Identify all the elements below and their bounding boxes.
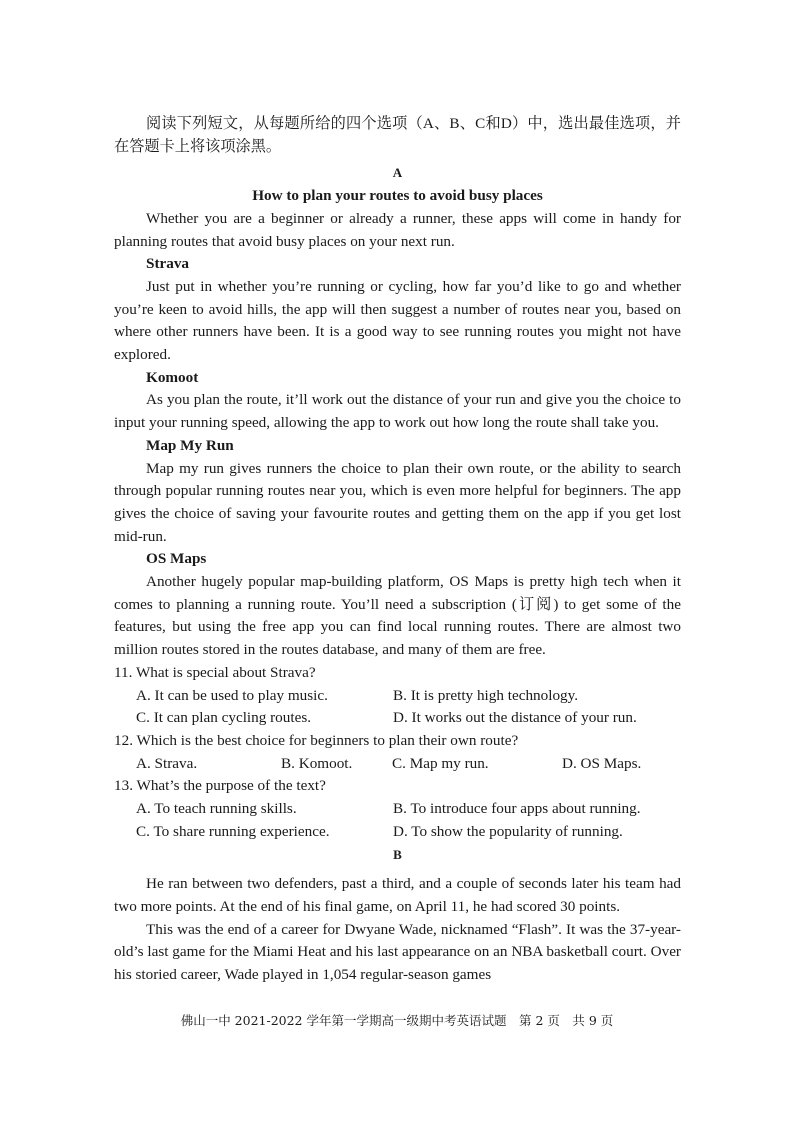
section-a-intro: Whether you are a beginner or already a runner, these apps will come in handy for planning routes that avoid busy places on your next run. (114, 209, 681, 250)
question-11 (114, 662, 681, 730)
option-d: D. To show the popularity of running. (393, 822, 623, 840)
instruction-text: 阅读下列短文，从每题所给的四个选项（A、B、C和D）中，选出最佳选项，并在答题卡上将该项涂黑。 (114, 115, 681, 155)
app-text-strava: Just put in whether you’re running or cycling, how far you’d like to go and whether you’re keen to avoid hills, the app will then suggest a number of routes near you, based on where other runners have been. It is a good way to see running routes you might not have explored. (114, 277, 681, 364)
option-b: B. To introduce four apps about running. (393, 800, 641, 818)
section-b-paragraph: He ran between two defenders, past a third, and a couple of seconds later his team had two more points. At the end of his final game, on April 11, he had scored 30 points. (114, 875, 681, 915)
options-grid (114, 685, 681, 730)
option-d: D. OS Maps. (562, 754, 642, 772)
app-text-komoot: As you plan the route, it’ll work out the distance of your run and give you the choice to input your running speed, allowing the app to work out how long the route shall take you. (114, 391, 681, 432)
options-row (114, 753, 681, 776)
option-c: C. Map my run. (392, 754, 489, 772)
app-title-os-maps: OS Maps (146, 550, 207, 568)
section-b-letter: B (393, 846, 402, 862)
option-c: C. To share running experience. (136, 822, 330, 840)
option-b: B. Komoot. (281, 754, 353, 772)
exam-page (114, 113, 681, 987)
question-13 (114, 775, 681, 843)
option-b: B. It is pretty high technology. (393, 686, 579, 704)
option-d: D. It works out the distance of your run. (393, 709, 637, 727)
section-b-paragraph: This was the end of a career for Dwyane Wade, nicknamed “Flash”. It was the 37-year-old’s last game for the Miami Heat and his last appearance on an NBA basketball court. Over his storied career, Wade played in 1,054 regular-season games (114, 920, 681, 984)
app-title-komoot: Komoot (146, 368, 199, 386)
option-c: C. It can plan cycling routes. (136, 709, 312, 727)
option-a: A. Strava. (136, 754, 198, 772)
option-a: A. It can be used to play music. (136, 686, 328, 704)
options-grid (114, 798, 681, 843)
section-a-letter: A (392, 165, 403, 181)
question-stem: 12. Which is the best choice for beginners to plan their own route? (114, 731, 519, 749)
app-text-os-maps: Another hugely popular map-building platform, OS Maps is pretty high tech when it comes to planning a running route. You’ll need a subscription (订阅) to get some of the features, but using the free app you can find local running routes. There are almost two million routes stored in the routes database, and many of them are free. (114, 573, 681, 659)
question-stem: 11. What is special about Strava? (114, 663, 316, 681)
question-stem: 13. What’s the purpose of the text? (114, 777, 326, 795)
app-title-strava: Strava (146, 255, 190, 273)
section-a-title: How to plan your routes to avoid busy places (252, 187, 543, 205)
page-footer: 佛山一中 2021-2022 学年第一学期高一级期中考英语试题 第 2 页 共 9 页 (180, 1013, 614, 1028)
app-title-map-my-run: Map My Run (146, 436, 234, 454)
question-12 (114, 730, 681, 775)
app-text-map-my-run: Map my run gives runners the choice to plan their own route, or the ability to search through popular running routes near you, which is even more helpful for beginners. The app gives the choice of saving your favourite routes and getting them on the app if you get lost mid-run. (114, 459, 681, 545)
option-a: A. To teach running skills. (136, 800, 297, 818)
